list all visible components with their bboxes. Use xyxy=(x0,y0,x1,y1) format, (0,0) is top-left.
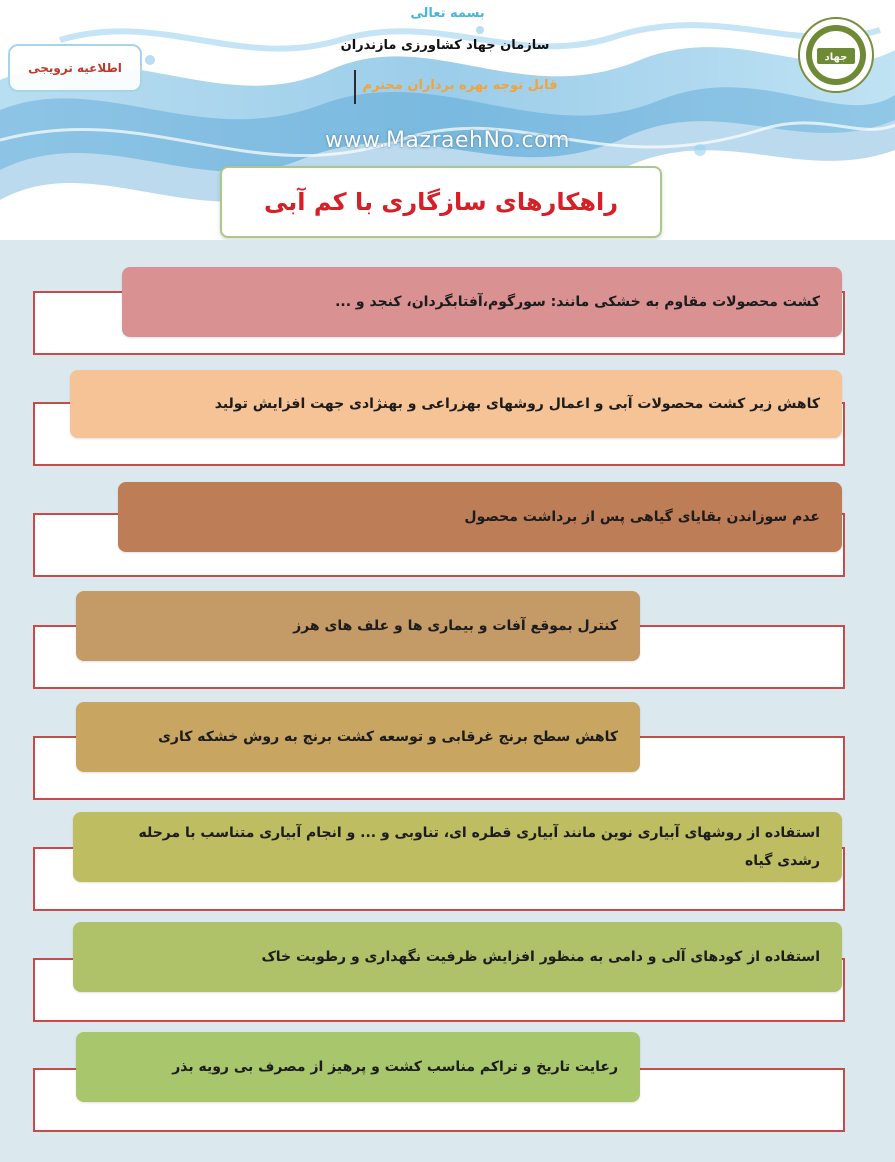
strategy-item-text: رعایت تاریخ و تراکم مناسب کشت و پرهیز از مصرف بی رویه بذر xyxy=(76,1032,640,1102)
extension-notice-badge: اطلاعیه ترویجی xyxy=(8,44,142,92)
strategy-item-text: استفاده از کودهای آلی و دامی به منظور افزایش ظرفیت نگهداری و رطوبت خاک xyxy=(73,922,842,992)
strategy-item-text: عدم سوزاندن بقایای گیاهی پس از برداشت محصول xyxy=(118,482,842,552)
page-title: راهکارهای سازگاری با کم آبی xyxy=(220,166,662,238)
svg-text:جهاد: جهاد xyxy=(824,52,848,63)
header xyxy=(0,0,895,240)
strategy-item-text: استفاده از روشهای آبیاری نوین مانند آبیاری قطره ای، تناوبی و ... و انجام آبیاری متناسب با مرحله رشدی گیاه xyxy=(73,812,842,882)
strategy-item-text: کاهش زیر کشت محصولات آبی و اعمال روشهای بهزراعی و بهنژادی جهت افزایش تولید xyxy=(70,370,842,438)
header-divider xyxy=(354,70,356,104)
organization-name: سازمان جهاد کشاورزی مازندران xyxy=(340,38,550,53)
strategy-item-text: کشت محصولات مقاوم به خشکی مانند: سورگوم،آفتابگردان، کنجد و ... xyxy=(122,267,842,337)
strategies-list xyxy=(0,240,895,1162)
attention-text: قابل توجه بهره برداران محترم xyxy=(362,78,558,93)
strategy-item-text: کاهش سطح برنج غرقابی و توسعه کشت برنج به روش خشکه کاری xyxy=(76,702,640,772)
strategy-item-text: کنترل بموقع آفات و بیماری ها و علف های هرز xyxy=(76,591,640,661)
jahad-logo-icon xyxy=(797,16,875,94)
website-watermark: www.MazraehNo.com xyxy=(325,128,570,153)
bismillah-text: بسمه تعالی xyxy=(410,6,485,21)
